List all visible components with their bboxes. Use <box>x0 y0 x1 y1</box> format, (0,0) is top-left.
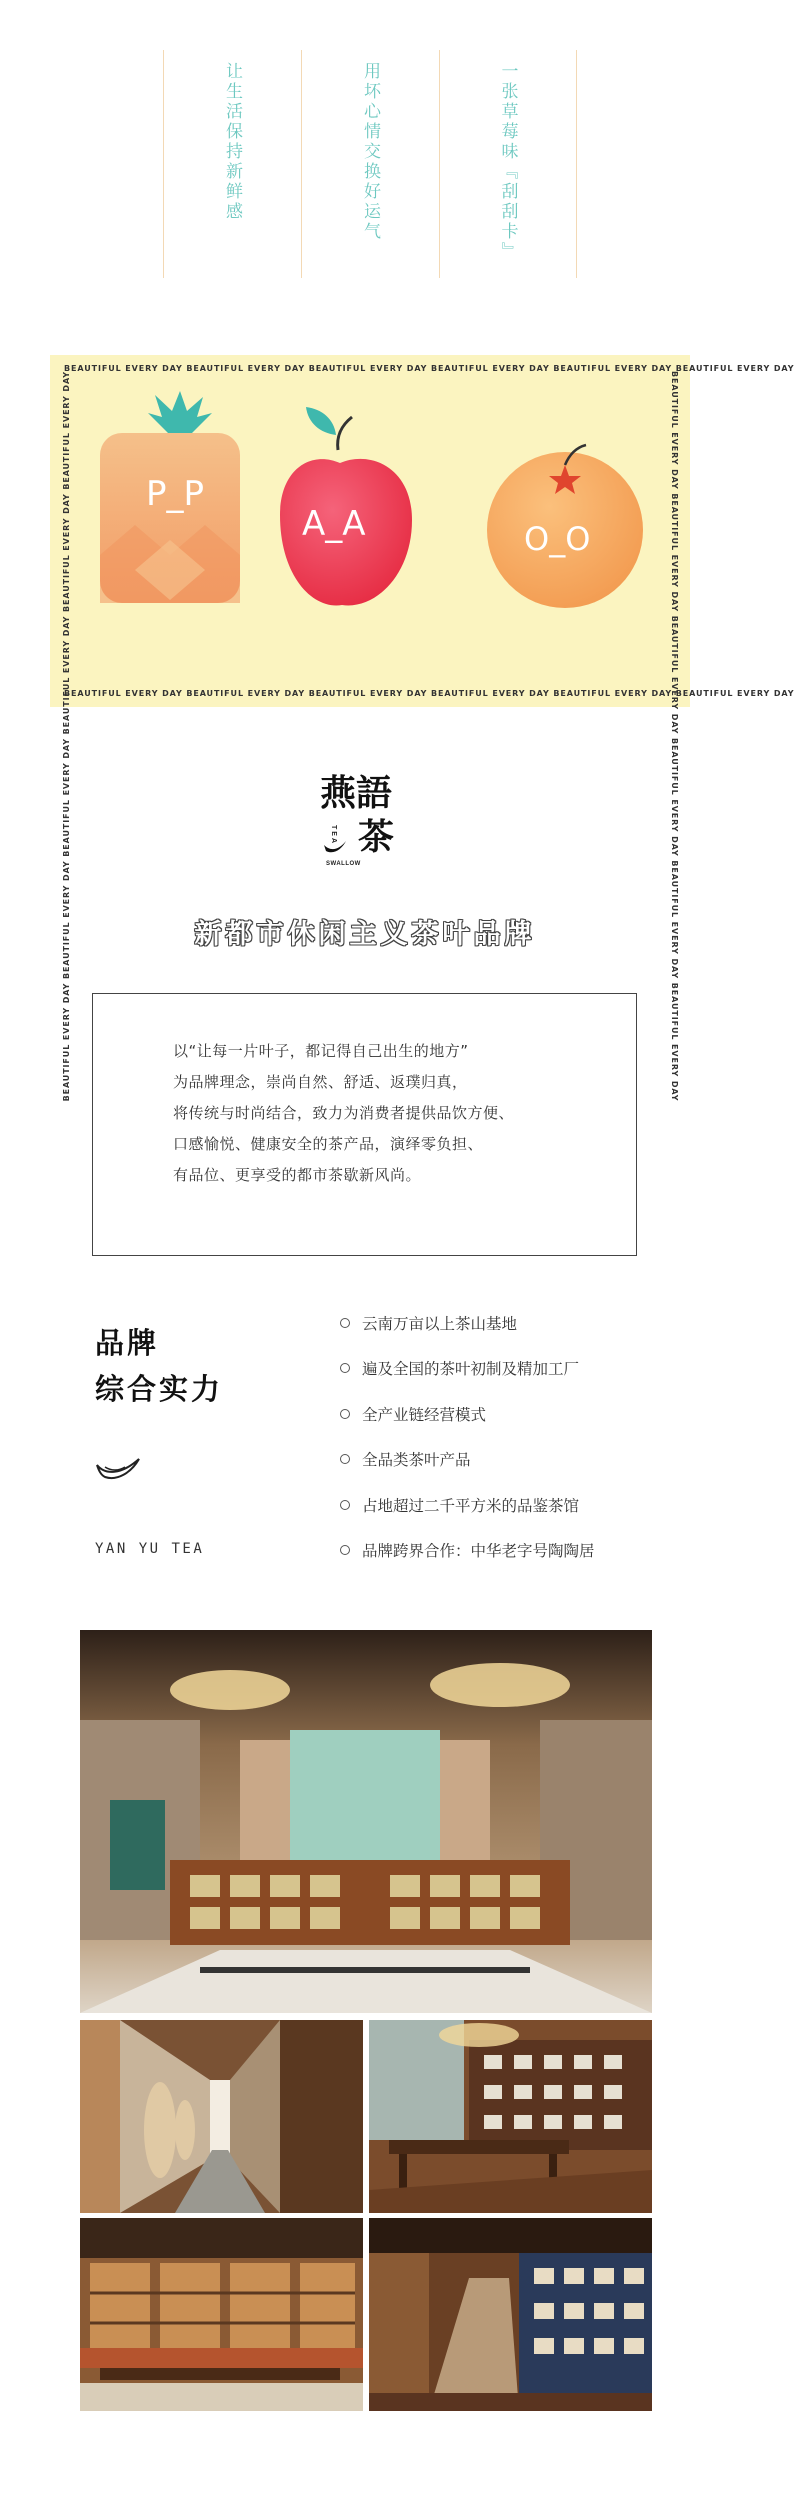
intro-line: 为品牌理念，崇尚自然、舒适、返璞归真， <box>173 1073 468 1091</box>
slogan-column-3 <box>439 50 577 278</box>
tea-shop-display-photo <box>369 2218 652 2411</box>
apple-face: A_A <box>302 504 366 544</box>
feature-text: 全品类茶叶产品 <box>362 1451 471 1470</box>
pineapple-face: P_P <box>146 474 205 514</box>
feature-text: 遍及全国的茶叶初制及精加工厂 <box>362 1360 580 1379</box>
pineapple-icon <box>100 391 240 603</box>
list-item <box>340 1494 595 1539</box>
logo-text-swallow: SWALLOW <box>326 861 361 867</box>
tea-room-photo <box>369 2020 652 2213</box>
apple-icon <box>280 407 412 605</box>
brand-english-name: YAN YU TEA <box>95 1541 205 1557</box>
feature-text: 品牌跨界合作：中华老字号陶陶居 <box>362 1541 595 1560</box>
teahouse-lobby-photo <box>80 1630 652 2013</box>
circle-bullet-icon <box>340 1363 350 1373</box>
intro-line: 口感愉悦、健康安全的茶产品，演绎零负担、 <box>173 1135 484 1153</box>
slogan-text: 让生活保持新鲜感 <box>222 62 242 222</box>
brand-strength-title <box>95 1320 223 1412</box>
intro-line: 以“让每一片叶子，都记得自己出生的地方” <box>173 1042 469 1060</box>
banner-edge-text-top: BEAUTIFUL EVERY DAY BEAUTIFUL EVERY DAY BEAUTIFUL EVERY DAY BEAUTIFUL EVERY DAY BEAUTIFUL EVERY DAY BEAUTIFUL EVERY DAY <box>64 364 794 373</box>
slogan-column-2 <box>301 50 439 278</box>
list-item <box>340 1403 595 1448</box>
list-item <box>340 1312 595 1357</box>
logo-text-tea: TEA <box>330 825 337 845</box>
swallow-icon <box>322 837 348 857</box>
feature-text: 占地超过二千平方米的品鉴茶馆 <box>362 1496 580 1515</box>
list-item <box>340 1448 595 1493</box>
logo-text-main: 燕語 <box>320 772 393 814</box>
slogan-text: 一张草莓味『刮刮卡』 <box>497 62 518 262</box>
slogan-column-1 <box>163 50 301 278</box>
circle-bullet-icon <box>340 1454 350 1464</box>
circle-bullet-icon <box>340 1409 350 1419</box>
brand-logo <box>320 772 410 875</box>
list-item <box>340 1357 595 1402</box>
swallow-icon <box>95 1455 141 1481</box>
banner-edge-text-right: BEAUTIFUL EVERY DAY BEAUTIFUL EVERY DAY BEAUTIFUL EVERY DAY BEAUTIFUL EVERY DAY BEAUTIFUL EVERY DAY BEAUTIFUL EVERY DAY <box>670 371 679 1102</box>
orange-face: O_O <box>524 520 591 558</box>
brand-title-line: 品牌 <box>95 1326 160 1360</box>
corridor-photo <box>80 2020 363 2213</box>
orange-icon <box>487 445 643 608</box>
feature-text: 云南万亩以上茶山基地 <box>362 1315 518 1333</box>
slogan-text: 用坏心情交换好运气 <box>360 62 380 242</box>
feature-text: 全产业链经营模式 <box>362 1405 487 1424</box>
circle-bullet-icon <box>340 1545 350 1555</box>
intro-line: 有品位、更享受的都市茶歇新风尚。 <box>173 1166 422 1184</box>
list-item <box>340 1539 595 1584</box>
intro-line: 将传统与时尚结合，致力为消费者提供品饮方便、 <box>173 1104 515 1122</box>
banner-edge-text-bottom: BEAUTIFUL EVERY DAY BEAUTIFUL EVERY DAY BEAUTIFUL EVERY DAY BEAUTIFUL EVERY DAY BEAUTIFUL EVERY DAY BEAUTIFUL EVERY DAY <box>64 689 794 698</box>
circle-bullet-icon <box>340 1318 350 1328</box>
logo-text-tea-char: 茶 <box>358 816 395 858</box>
banner-edge-text-left: BEAUTIFUL EVERY DAY BEAUTIFUL EVERY DAY BEAUTIFUL EVERY DAY BEAUTIFUL EVERY DAY BEAUTIFUL EVERY DAY BEAUTIFUL EVERY DAY <box>62 371 71 1102</box>
circle-bullet-icon <box>340 1500 350 1510</box>
fruit-illustration <box>50 355 690 707</box>
feature-list <box>340 1312 595 1584</box>
tea-shop-shelves-photo <box>80 2218 363 2411</box>
brand-subtitle: 新都市休闲主义茶叶品牌 <box>194 919 536 950</box>
brand-title-line: 综合实力 <box>95 1372 224 1406</box>
brand-intro-box <box>92 993 637 1256</box>
